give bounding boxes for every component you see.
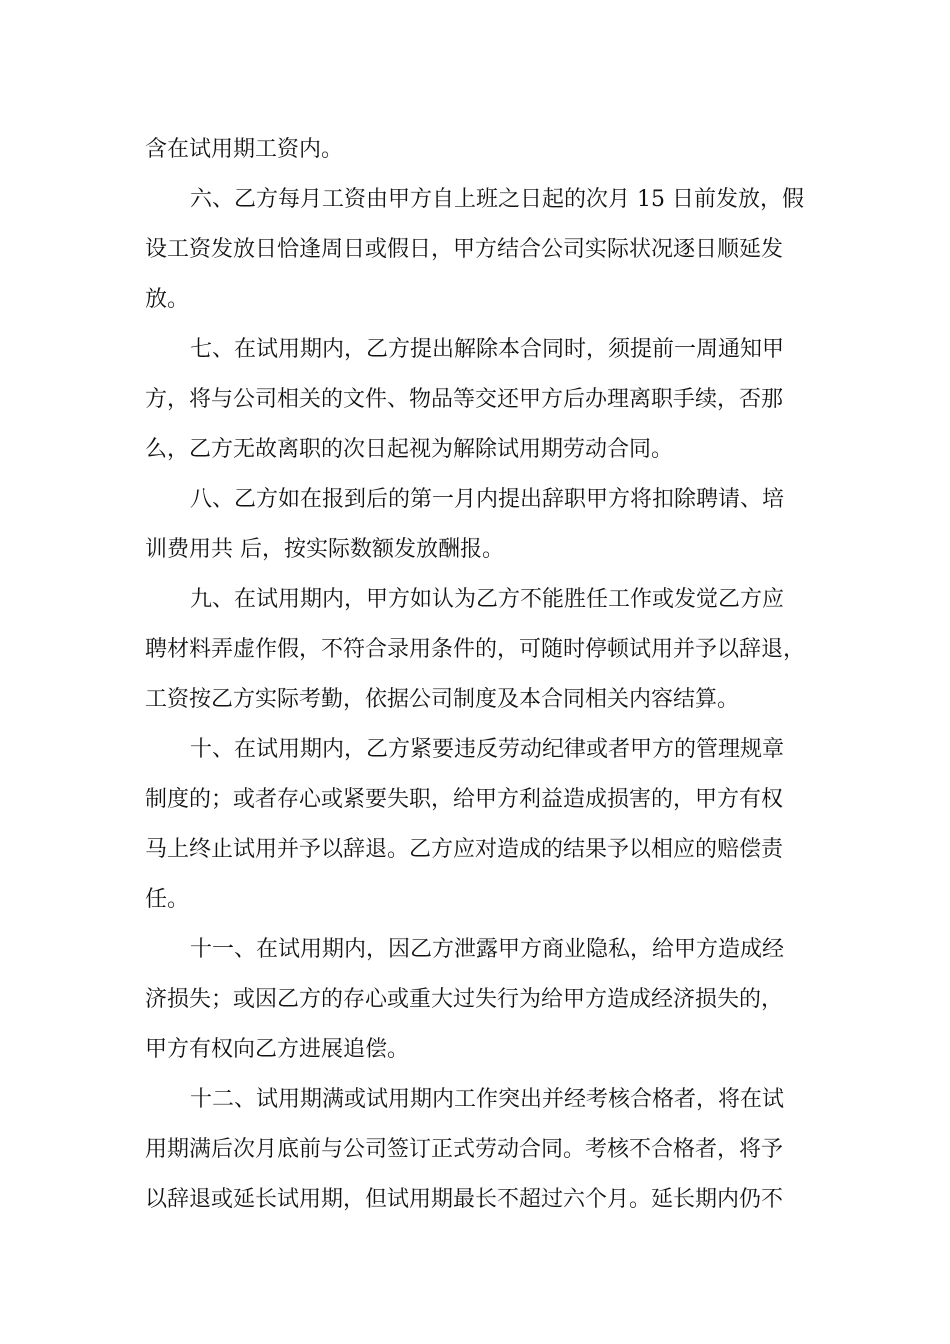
paragraph-6-line-2: 设工资发放日恰逢周日或假日，甲方结合公司实际状况逐日顺延发 <box>145 237 784 262</box>
paragraph-7-line-2: 方，将与公司相关的文件、物品等交还甲方后办理离职手续，否那 <box>145 387 784 412</box>
paragraph-8-line-1: 八、乙方如在报到后的第一月内提出辞职甲方将扣除聘请、培 <box>190 487 785 512</box>
text-line: 含在试用期工资内。 <box>145 137 344 162</box>
paragraph-8-line-2: 训费用共 后，按实际数额发放酬报。 <box>145 537 504 562</box>
paragraph-10-line-1: 十、在试用期内，乙方紧要违反劳动纪律或者甲方的管理规章 <box>190 737 785 762</box>
paragraph-12-line-3: 以辞退或延长试用期，但试用期最长不超过六个月。延长期内仍不 <box>145 1187 784 1212</box>
paragraph-6-line-1: 六、乙方每月工资由甲方自上班之日起的次月 15 日前发放，假 <box>190 187 804 212</box>
paragraph-11-line-2: 济损失；或因乙方的存心或重大过失行为给甲方造成经济损失的， <box>145 987 784 1012</box>
paragraph-9-line-1: 九、在试用期内，甲方如认为乙方不能胜任工作或发觉乙方应 <box>190 587 785 612</box>
paragraph-12-line-2: 用期满后次月底前与公司签订正式劳动合同。考核不合格者，将予 <box>145 1137 784 1162</box>
paragraph-10-line-3: 马上终止试用并予以辞退。乙方应对造成的结果予以相应的赔偿责 <box>145 837 784 862</box>
paragraph-6-line-3: 放。 <box>145 287 190 312</box>
paragraph-7-line-3: 么，乙方无故离职的次日起视为解除试用期劳动合同。 <box>145 437 674 462</box>
paragraph-7-line-1: 七、在试用期内，乙方提出解除本合同时，须提前一周通知甲 <box>190 337 785 362</box>
paragraph-9-line-2: 聘材料弄虚作假，不符合录用条件的，可随时停顿试用并予以辞退， <box>145 637 806 662</box>
paragraph-12-line-1: 十二、试用期满或试用期内工作突出并经考核合格者，将在试 <box>190 1087 785 1112</box>
paragraph-9-line-3: 工资按乙方实际考勤，依据公司制度及本合同相关内容结算。 <box>145 687 740 712</box>
paragraph-11-line-3: 甲方有权向乙方进展追偿。 <box>145 1037 410 1062</box>
paragraph-10-line-4: 任。 <box>145 887 190 912</box>
paragraph-11-line-1: 十一、在试用期内，因乙方泄露甲方商业隐私，给甲方造成经 <box>190 937 785 962</box>
paragraph-10-line-2: 制度的；或者存心或紧要失职，给甲方利益造成损害的，甲方有权 <box>145 787 784 812</box>
